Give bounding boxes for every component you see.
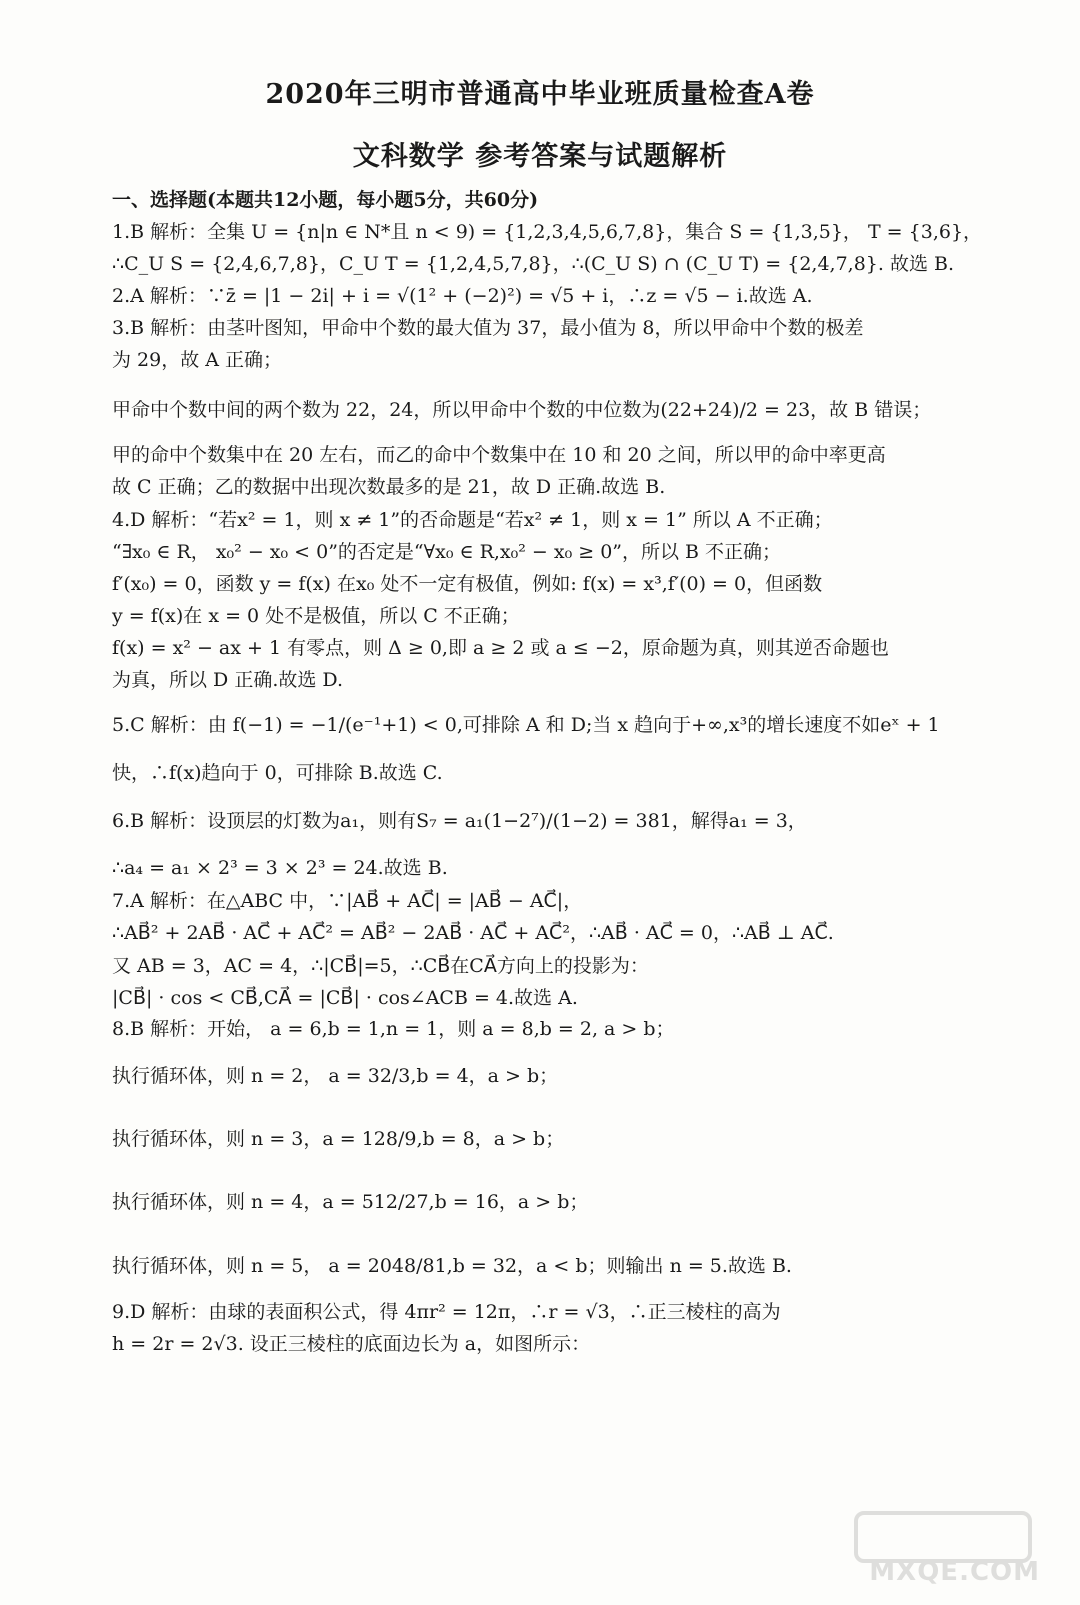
text-line: 为真，所以 D 正确.故选 D. xyxy=(112,669,343,691)
text-line: 执行循环体，则 n = 3，a = 128/9,b = 8，a > b； xyxy=(112,1128,565,1150)
text-line: 执行循环体，则 n = 2， a = 32/3,b = 4，a > b； xyxy=(112,1065,559,1087)
watermark-text: MXQE.COM xyxy=(869,1557,1040,1587)
text-line: 故 C 正确；乙的数据中出现次数最多的是 21，故 D 正确.故选 B. xyxy=(112,476,666,498)
text-line: 5.C 解析：由 f(−1) = −1/(e⁻¹+1) < 0,可排除 A 和 D;当 x 趋向于+∞,x³的增长速度不如eˣ + 1 xyxy=(112,714,940,736)
text-line: “∃x₀ ∈ R， x₀² − x₀ < 0”的否定是“∀x₀ ∈ R,x₀² − x₀ ≥ 0”，所以 B 不正确； xyxy=(112,541,782,563)
text-line: ∴C_U S = {2,4,6,7,8}，C_U T = {1,2,4,5,7,8}，∴(C_U S) ∩ (C_U T) = {2,4,7,8}. 故选 B. xyxy=(112,253,955,275)
watermark-logo xyxy=(840,1507,1040,1587)
text-line: 2.A 解析：∵z̄ = |1 − 2i| + i = √(1² + (−2)²) = √5 + i，∴z = √5 − i.故选 A. xyxy=(112,285,813,307)
text-line: 1.B 解析：全集 U = {n|n ∈ N*且 n < 9) = {1,2,3,4,5,6,7,8}，集合 S = {1,3,5}， T = {3,6}， xyxy=(112,221,983,243)
section-heading: 一、选择题(本题共12小题，每小题5分，共60分) xyxy=(112,189,539,211)
text-line: h = 2r = 2√3. 设正三棱柱的底面边长为 a，如图所示： xyxy=(112,1333,591,1355)
text-line: 快，∴f(x)趋向于 0，可排除 B.故选 C. xyxy=(112,762,443,784)
text-line: 4.D 解析：“若x² = 1，则 x ≠ 1”的否命题是“若x² ≠ 1，则 x = 1” 所以 A 不正确； xyxy=(112,509,833,531)
text-line: ∴a₄ = a₁ × 2³ = 3 × 2³ = 24.故选 B. xyxy=(112,857,448,879)
text-line: 9.D 解析：由球的表面积公式，得 4πr² = 12π，∴r = √3，∴正三棱柱的高为 xyxy=(112,1301,781,1323)
text-line: y = f(x)在 x = 0 处不是极值，所以 C 不正确； xyxy=(112,605,520,627)
text-line: 3.B 解析：由茎叶图知，甲命中个数的最大值为 37，最小值为 8，所以甲命中个数的极差 xyxy=(112,317,864,339)
text-line: f′(x₀) = 0，函数 y = f(x) 在x₀ 处不一定有极值，例如: f(x) = x³,f′(0) = 0，但函数 xyxy=(112,573,823,595)
text-line: 甲的命中个数集中在 20 左右，而乙的命中个数集中在 10 和 20 之间，所以甲的命中率更高 xyxy=(112,444,886,466)
text-line: |CB⃗| · cos < CB⃗,CA⃗ = |CB⃗| · cos∠ACB = 4.故选 A. xyxy=(112,987,578,1009)
text-line: 执行循环体，则 n = 5， a = 2048/81,b = 32，a < b；则输出 n = 5.故选 B. xyxy=(112,1255,792,1277)
watermark-badge-icon xyxy=(854,1511,1032,1563)
text-line: 6.B 解析：设顶层的灯数为a₁，则有S₇ = a₁(1−2⁷)/(1−2) = 381，解得a₁ = 3， xyxy=(112,810,807,832)
document-subtitle: 文科数学 参考答案与试题解析 xyxy=(352,141,728,172)
text-line: 7.A 解析：在△ABC 中，∵|AB⃗ + AC⃗| = |AB⃗ − AC⃗|， xyxy=(112,890,583,912)
text-line: 8.B 解析：开始， a = 6,b = 1,n = 1，则 a = 8,b = 2, a > b； xyxy=(112,1018,675,1040)
text-line: 执行循环体，则 n = 4，a = 512/27,b = 16，a > b； xyxy=(112,1191,589,1213)
text-line: ∴AB⃗² + 2AB⃗ · AC⃗ + AC⃗² = AB⃗² − 2AB⃗ · AC⃗ + AC⃗²，∴AB⃗ · AC⃗ = 0，∴AB⃗ ⊥ AC⃗. xyxy=(112,922,834,944)
text-line: 又 AB = 3，AC = 4，∴|CB⃗|=5，∴CB⃗在CA⃗方向上的投影为： xyxy=(112,955,649,977)
text-line: 为 29，故 A 正确； xyxy=(112,349,283,371)
document-title: 2020年三明市普通高中毕业班质量检查A卷 xyxy=(265,79,815,110)
text-line: f(x) = x² − ax + 1 有零点，则 Δ ≥ 0,即 a ≥ 2 或 a ≤ −2，原命题为真，则其逆否命题也 xyxy=(112,637,889,659)
text-line: 甲命中个数中间的两个数为 22，24，所以甲命中个数的中位数为(22+24)/2 = 23，故 B 错误； xyxy=(112,399,932,421)
